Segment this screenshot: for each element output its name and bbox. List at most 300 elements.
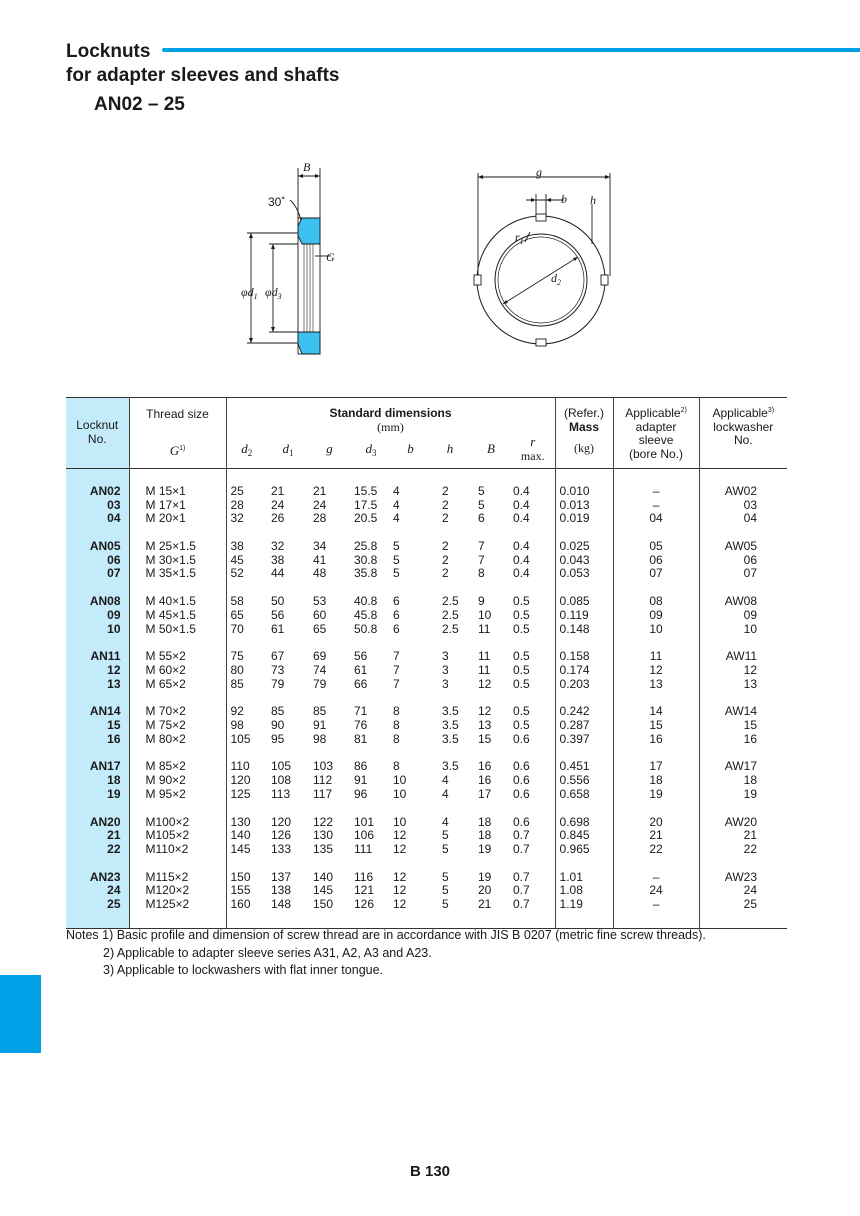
table-cell: 0.148 (555, 623, 613, 637)
table-cell: 22 (743, 841, 758, 856)
dim-g-label: g (536, 165, 542, 179)
table-row (66, 691, 787, 719)
table-cell: AW14 (724, 704, 758, 719)
table-cell: M110×2 (129, 843, 226, 857)
table-cell: 4 (442, 773, 449, 788)
table-cell: 11 (478, 662, 491, 677)
table-cell: 0.5 (511, 623, 555, 637)
table-cell: 20 (613, 802, 699, 830)
table-cell: 5 (442, 869, 449, 884)
table-cell: 21 (313, 483, 327, 498)
table-cell: 3 (442, 662, 449, 677)
locknut-number-cell: 03 (66, 499, 129, 513)
page-title: Locknuts (66, 41, 151, 62)
table-cell: 11 (478, 621, 491, 636)
table-cell: 7 (393, 649, 400, 664)
table-row (66, 499, 787, 513)
table-cell: 53 (313, 594, 327, 609)
table-cell: 120 (271, 814, 292, 829)
table-cell: 71 (354, 704, 368, 719)
locknut-number-cell: AN23 (66, 857, 129, 885)
applicable-lockwasher-header: Applicable$^{3)}$ lockwasher No. (699, 398, 787, 469)
locknut-number-cell: AN14 (66, 691, 129, 719)
table-cell: 50 (271, 594, 285, 609)
symbol-d1: $d_1$ (267, 434, 309, 468)
table-cell: 19 (613, 788, 699, 802)
table-cell: 145 (313, 883, 334, 898)
page-subtitle: for adapter sleeves and shafts (66, 65, 340, 86)
dim-d2-label: $d_2$ (551, 271, 561, 287)
table-cell: 12 (393, 883, 407, 898)
table-cell: 0.5 (511, 691, 555, 719)
table-cell: 45 (230, 552, 244, 567)
table-cell: 10 (478, 607, 492, 622)
table-cell: M125×2 (129, 898, 226, 928)
mass-unit: (kg) (555, 434, 613, 468)
table-cell: M100×2 (129, 802, 226, 830)
table-cell: 07 (613, 567, 699, 581)
symbol-B: B (471, 434, 511, 468)
table-cell: 0.174 (555, 664, 613, 678)
table-cell: 10 (613, 623, 699, 637)
table-cell: 0.019 (555, 512, 613, 526)
table-cell: 4 (393, 511, 400, 526)
locknut-number-cell: 09 (66, 609, 129, 623)
locknut-number-cell: 24 (66, 884, 129, 898)
table-cell: 135 (313, 841, 334, 856)
table-cell: M 70×2 (129, 691, 226, 719)
table-cell: – (613, 468, 699, 498)
table-cell: 2.5 (442, 621, 459, 636)
table-cell: 7 (478, 552, 485, 567)
table-cell: 45.8 (354, 607, 378, 622)
table-cell: 145 (230, 841, 251, 856)
table-cell: 12 (393, 828, 407, 843)
table-cell: 12 (743, 662, 758, 677)
notes (66, 927, 706, 980)
table-cell: 0.658 (555, 788, 613, 802)
table-cell: 85 (313, 704, 327, 719)
table-cell: 10 (393, 814, 407, 829)
table-cell: 7 (478, 539, 485, 554)
table-cell: 0.4 (511, 554, 555, 568)
table-row (66, 554, 787, 568)
table-cell: 0.6 (511, 733, 555, 747)
table-cell: AW11 (725, 649, 758, 664)
table-row (66, 898, 787, 928)
table-cell: 160 (226, 898, 267, 928)
table-cell: 101 (354, 814, 375, 829)
table-cell: 85 (230, 676, 244, 691)
table-cell: 140 (313, 869, 334, 884)
dim-d1-label: $\varphi d_1$ (241, 285, 258, 301)
table-cell: 07 (743, 566, 758, 581)
table-cell: 98 (313, 731, 327, 746)
table-cell: 0.4 (511, 499, 555, 513)
table-cell: 148 (267, 898, 309, 928)
table-cell: 09 (743, 607, 758, 622)
table-cell: 61 (354, 662, 368, 677)
table-cell: 0.4 (511, 567, 555, 581)
locknut-number-cell: 07 (66, 567, 129, 581)
table-cell: 25 (230, 483, 244, 498)
table-cell: 13 (478, 718, 492, 733)
table-cell: 20.5 (354, 511, 378, 526)
locknut-number-cell: 12 (66, 664, 129, 678)
table-cell: 106 (354, 828, 375, 843)
table-cell: 85 (271, 704, 285, 719)
table-cell: 34 (313, 539, 327, 554)
table-cell: 0.085 (555, 581, 613, 609)
table-cell: 8 (478, 566, 485, 581)
table-cell: 125 (230, 786, 251, 801)
table-cell: 22 (613, 843, 699, 857)
table-cell: 15 (743, 718, 758, 733)
dim-b-label: b (561, 192, 567, 206)
table-row (66, 857, 787, 885)
table-cell: 12 (393, 841, 407, 856)
table-cell: 16 (613, 733, 699, 747)
locknut-number-cell: 13 (66, 678, 129, 692)
table-cell: 5 (429, 898, 471, 928)
table-cell: 25 (699, 898, 787, 928)
table-cell: M 25×1.5 (129, 526, 226, 554)
dim-h-label: h (590, 193, 596, 207)
table-cell: 19 (743, 786, 758, 801)
table-cell: 60 (313, 607, 327, 622)
table-cell: 0.4 (511, 468, 555, 498)
table-cell: 130 (230, 814, 251, 829)
table-cell: 4 (393, 483, 400, 498)
symbol-g: g (309, 434, 350, 468)
table-cell: M 35×1.5 (129, 567, 226, 581)
table-cell: 0.7 (511, 829, 555, 843)
table-cell: 32 (230, 511, 244, 526)
dim-B-label: B (303, 160, 311, 174)
table-cell: 120 (230, 773, 251, 788)
table-cell: 155 (230, 883, 251, 898)
table-cell: 126 (350, 898, 392, 928)
table-cell: 79 (313, 676, 327, 691)
locknut-number-cell: 06 (66, 554, 129, 568)
locknut-number-cell: 16 (66, 733, 129, 747)
table-cell: 105 (271, 759, 292, 774)
table-cell: M 50×1.5 (129, 623, 226, 637)
table-cell: 0.7 (511, 843, 555, 857)
table-row (66, 802, 787, 830)
standard-dimensions-header: Standard dimensions (mm) (226, 398, 555, 435)
table-cell: 91 (354, 773, 368, 788)
table-cell: 0.4 (511, 512, 555, 526)
table-cell: 10 (393, 773, 407, 788)
table-cell: 2 (442, 539, 449, 554)
table-cell: 110 (230, 759, 250, 774)
table-cell: 65 (313, 621, 327, 636)
table-cell: 111 (354, 841, 373, 856)
table-cell: 8 (393, 759, 400, 774)
table-cell: 98 (230, 718, 244, 733)
table-cell: 140 (230, 828, 251, 843)
table-cell: 0.5 (511, 678, 555, 692)
table-body (66, 468, 787, 928)
table-cell: 56 (271, 607, 285, 622)
table-cell: 0.013 (555, 499, 613, 513)
table-cell: 2.5 (442, 607, 459, 622)
table-cell: 2 (442, 552, 449, 567)
table-cell: M120×2 (129, 884, 226, 898)
table-cell: 0.7 (511, 884, 555, 898)
table-cell: 0.965 (555, 843, 613, 857)
table-cell: 32 (271, 539, 285, 554)
table-cell: 121 (354, 883, 375, 898)
table-cell: 06 (613, 554, 699, 568)
table-cell: 7 (393, 662, 400, 677)
locknut-number-cell: AN11 (66, 636, 129, 664)
table-cell: M 30×1.5 (129, 554, 226, 568)
table-cell: 15.5 (354, 483, 378, 498)
table-cell: M 40×1.5 (129, 581, 226, 609)
angle-label: 30˚ (268, 195, 286, 209)
table-cell: M 55×2 (129, 636, 226, 664)
table-cell: 06 (743, 552, 758, 567)
thread-G-label: G (326, 250, 335, 264)
table-cell: 0.4 (511, 526, 555, 554)
table-cell: 6 (393, 594, 400, 609)
table-cell: 21 (613, 829, 699, 843)
locknut-number-cell: AN20 (66, 802, 129, 830)
table-cell: AW17 (724, 759, 758, 774)
table-cell: 95 (271, 731, 285, 746)
table-cell: 0.556 (555, 774, 613, 788)
table-cell: 20 (478, 883, 492, 898)
table-cell: – (613, 898, 699, 928)
table-cell: 12 (613, 664, 699, 678)
table-row (66, 719, 787, 733)
locknut-number-cell: 21 (66, 829, 129, 843)
section-tab (0, 975, 41, 1053)
table-cell: 91 (313, 718, 327, 733)
table-cell: 5 (393, 539, 400, 554)
table-cell: 21 (743, 828, 758, 843)
table-cell: 6 (393, 621, 400, 636)
table-cell: 3.5 (442, 759, 459, 774)
table-cell: 2 (442, 483, 449, 498)
table-cell: AW23 (724, 869, 758, 884)
table-cell: 1.08 (555, 884, 613, 898)
table-cell: 24 (313, 497, 327, 512)
table-cell: 24 (743, 883, 758, 898)
table-cell: 133 (271, 841, 292, 856)
note-3: 3) Applicable to lockwashers with flat inner tongue. (103, 963, 384, 977)
table-cell: 18 (613, 774, 699, 788)
table-cell: 86 (354, 759, 368, 774)
table-cell: 12 (393, 869, 407, 884)
table-cell: 05 (613, 526, 699, 554)
table-cell: 80 (230, 662, 244, 677)
table-cell: 18 (478, 814, 492, 829)
table-cell: 17 (613, 746, 699, 774)
table-cell: 96 (354, 786, 368, 801)
table-cell: 08 (613, 581, 699, 609)
table-row (66, 581, 787, 609)
table-cell: 3 (442, 676, 449, 691)
table-cell: 5 (393, 566, 400, 581)
locknut-dimension-table (66, 397, 787, 929)
title-accent-rule (162, 48, 860, 52)
table-row (66, 664, 787, 678)
table-cell: 138 (271, 883, 292, 898)
locknut-number-cell: 15 (66, 719, 129, 733)
table-cell: 0.451 (555, 746, 613, 774)
table-cell: 74 (313, 662, 327, 677)
table-row (66, 609, 787, 623)
table-cell: 30.8 (354, 552, 378, 567)
table-cell: 69 (313, 649, 327, 664)
side-section-drawing (235, 158, 350, 373)
table-cell: 50.8 (354, 621, 378, 636)
table-cell: 18 (478, 828, 492, 843)
table-cell: 0.698 (555, 802, 613, 830)
table-cell: 0.6 (511, 788, 555, 802)
table-cell: 0.5 (511, 636, 555, 664)
note-1: Notes 1) Basic profile and dimension of screw thread are in accordance with JIS B 0207 (metric fine screw threads). (66, 928, 706, 942)
table-cell: 0.5 (511, 609, 555, 623)
table-row (66, 788, 787, 802)
table-cell: 5 (442, 841, 449, 856)
table-cell: 3.5 (442, 731, 459, 746)
table-cell: 17.5 (354, 497, 378, 512)
table-cell: 58 (230, 594, 244, 609)
table-cell: AW02 (724, 483, 758, 498)
table-cell: AW05 (724, 539, 758, 554)
table-cell: 117 (313, 786, 333, 801)
table-cell: 41 (313, 552, 327, 567)
note-2: 2) Applicable to adapter sleeve series A31, A2, A3 and A23. (103, 945, 432, 960)
table-row (66, 526, 787, 554)
table-cell: 73 (271, 662, 285, 677)
table-cell: M 20×1 (129, 512, 226, 526)
table-cell: 105 (230, 731, 251, 746)
table-cell: M 80×2 (129, 733, 226, 747)
table-cell: M 45×1.5 (129, 609, 226, 623)
table-cell: 14 (613, 691, 699, 719)
table-cell: 0.025 (555, 526, 613, 554)
table-cell: 4 (442, 786, 449, 801)
table-cell: 0.5 (511, 719, 555, 733)
table-cell: 65 (230, 607, 244, 622)
locknut-number-cell: 04 (66, 512, 129, 526)
table-cell: 6 (478, 511, 485, 526)
table-row (66, 843, 787, 857)
table-cell: 137 (271, 869, 292, 884)
table-cell: 44 (271, 566, 285, 581)
symbol-r-max: r max. (511, 434, 555, 468)
table-cell: 03 (743, 497, 758, 512)
mass-header: (Refer.) Mass (555, 398, 613, 435)
series-range: AN02 – 25 (94, 94, 185, 115)
table-cell: 116 (354, 869, 374, 884)
table-cell: 90 (271, 718, 285, 733)
table-cell: 0.010 (555, 468, 613, 498)
table-cell: 10 (743, 621, 758, 636)
table-cell: 0.397 (555, 733, 613, 747)
table-cell: 122 (313, 814, 334, 829)
table-cell: – (613, 499, 699, 513)
table-cell: 1.01 (555, 857, 613, 885)
table-row (66, 468, 787, 498)
table-cell: 112 (313, 773, 333, 788)
table-cell: 0.203 (555, 678, 613, 692)
table-cell: 5 (393, 552, 400, 567)
table-cell: 81 (354, 731, 368, 746)
table-row (66, 512, 787, 526)
table-cell: 52 (230, 566, 244, 581)
table-cell: 8 (393, 731, 400, 746)
table-cell: M 85×2 (129, 746, 226, 774)
table-cell: M 75×2 (129, 719, 226, 733)
locknut-no-header: Locknut No. (66, 398, 129, 469)
table-cell: 16 (478, 773, 492, 788)
table-cell: 126 (271, 828, 292, 843)
table-cell: M105×2 (129, 829, 226, 843)
table-cell: 4 (442, 814, 449, 829)
table-cell: 35.8 (354, 566, 378, 581)
table-cell: – (613, 857, 699, 885)
table-cell: 4 (393, 497, 400, 512)
table-cell: 0.287 (555, 719, 613, 733)
table-row (66, 884, 787, 898)
table-cell: 5 (442, 883, 449, 898)
table-cell: 28 (230, 497, 244, 512)
table-cell: 0.6 (511, 746, 555, 774)
table-cell: 150 (309, 898, 350, 928)
table-cell: 21 (471, 898, 511, 928)
table-cell: M 15×1 (129, 468, 226, 498)
table-cell: 12 (478, 704, 492, 719)
table-row (66, 746, 787, 774)
table-cell: 21 (271, 483, 285, 498)
table-row (66, 774, 787, 788)
symbol-b: b (392, 434, 429, 468)
table-cell: 75 (230, 649, 244, 664)
table-row (66, 567, 787, 581)
table-cell: 40.8 (354, 594, 378, 609)
table-cell: 0.119 (555, 609, 613, 623)
locknut-number-cell: AN05 (66, 526, 129, 554)
table-cell: 0.7 (511, 857, 555, 885)
table-cell: 0.6 (511, 802, 555, 830)
table-cell: 6 (393, 607, 400, 622)
table-cell: 04 (613, 512, 699, 526)
table-cell: 11 (613, 636, 699, 664)
symbol-d3: $d_3$ (350, 434, 392, 468)
table-cell: 28 (313, 511, 327, 526)
table-cell: 16 (478, 759, 492, 774)
table-cell: 13 (743, 676, 758, 691)
table-cell: 0.053 (555, 567, 613, 581)
locknut-number-cell: 25 (66, 898, 129, 928)
table-cell: 8 (393, 704, 400, 719)
table-row (66, 733, 787, 747)
table-cell: 3.5 (442, 704, 459, 719)
table-cell: 0.5 (511, 664, 555, 678)
symbol-d2: $d_2$ (226, 434, 267, 468)
table-cell: 67 (271, 649, 285, 664)
table-cell: 8 (393, 718, 400, 733)
table-cell: 0.158 (555, 636, 613, 664)
table-cell: M 65×2 (129, 678, 226, 692)
thread-symbol-G: $G^{1)}$ (129, 434, 226, 468)
